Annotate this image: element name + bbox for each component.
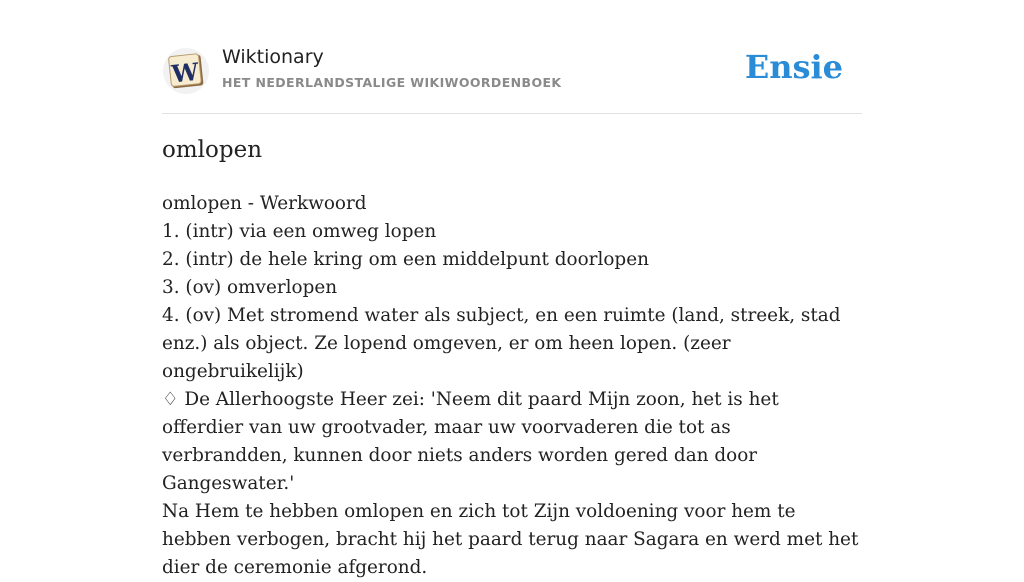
example-continuation: Na Hem te hebben omlopen en zich tot Zijn voldoening voor hem te hebben verbogen, bracht hij het paard terug naar Sagara en werd met het dier de ceremonie afgerond. [162,501,859,578]
definition-line-2: 2. (intr) de hele kring om een middelpunt doorlopen [162,249,649,270]
entry-title: omlopen [162,137,263,163]
definition-body [162,190,862,582]
wiktionary-logo-icon[interactable] [162,47,210,95]
definition-line-wordtype: omlopen - Werkwoord [162,193,367,214]
site-tagline: HET NEDERLANDSTALIGE WIKIWOORDENBOEK [222,75,562,90]
definition-line-3: 3. (ov) omverlopen [162,277,338,298]
logo-letter: W [170,56,201,89]
site-name[interactable]: Wiktionary [222,46,324,68]
header-divider [162,113,862,114]
example-quote: ♢ De Allerhoogste Heer zei: 'Neem dit paard Mijn zoon, het is het offerdier van uw grootvader, maar uw voorvaderen die tot as verbrandden, kunnen door niets anders worden gered dan door Gangeswater.' [162,389,779,494]
site-header [162,44,862,100]
definition-line-1: 1. (intr) via een omweg lopen [162,221,437,242]
definition-line-4: 4. (ov) Met stromend water als subject, en een ruimte (land, streek, stad enz.) als object. Ze lopend omgeven, er om heen lopen. (zeer ongebruikelijk) [162,305,841,382]
ensie-brand-link[interactable]: Ensie [744,48,843,86]
